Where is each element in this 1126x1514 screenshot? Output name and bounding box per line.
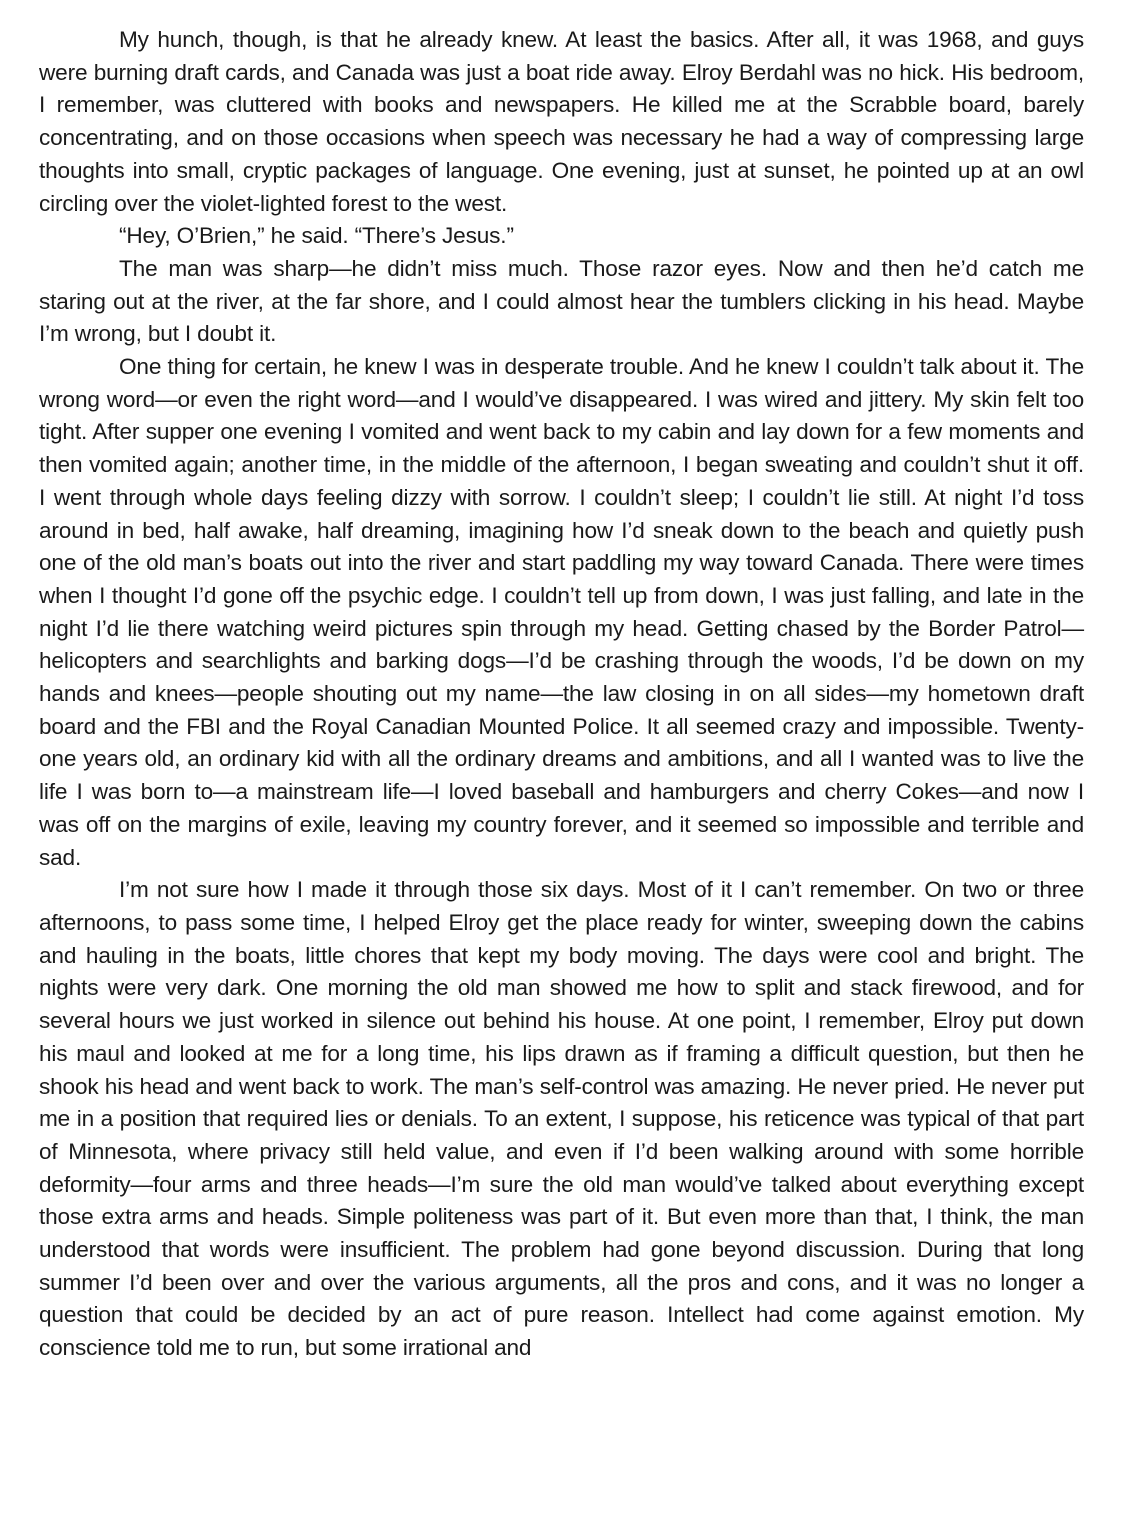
paragraph-4: One thing for certain, he knew I was in desperate trouble. And he knew I couldn’t talk about it. The wrong word—or even the right word—and I would’ve disappeared. I was wired and jittery. My skin felt too tight. After supper one evening I vomited and went back to my cabin and lay down for a few moments and then vomited again; another time, in the middle of the afternoon, I began sweating and couldn’t shut it off. I went through whole days feeling dizzy with sorrow. I couldn’t sleep; I couldn’t lie still. At night I’d toss around in bed, half awake, half dreaming, imagining how I’d sneak down to the beach and quietly push one of the old man’s boats out into the river and start paddling my way toward Canada. There were times when I thought I’d gone off the psychic edge. I couldn’t tell up from down, I was just falling, and late in the night I’d lie there watching weird pictures spin through my head. Getting chased by the Border Patrol—helicopters and searchlights and barking dogs—I’d be crashing through the woods, I’d be down on my hands and knees—people shouting out my name—the law closing in on all sides—my hometown draft board and the FBI and the Royal Canadian Mounted Police. It all seemed crazy and impossible. Twenty-one years old, an ordinary kid with all the ordinary dreams and ambitions, and all I wanted was to live the life I was born to—a mainstream life—I loved baseball and hamburgers and cherry Cokes—and now I was off on the margins of exile, leaving my country forever, and it seemed so impossible and terrible and sad. <box>39 354 1084 870</box>
document-page <box>39 24 1084 1365</box>
paragraph-2: “Hey, O’Brien,” he said. “There’s Jesus.” <box>119 223 514 249</box>
paragraph-5: I’m not sure how I made it through those six days. Most of it I can’t remember. On two or three afternoons, to pass some time, I helped Elroy get the place ready for winter, sweeping down the cabins and hauling in the boats, little chores that kept my body moving. The days were cool and bright. The nights were very dark. One morning the old man showed me how to split and stack firewood, and for several hours we just worked in silence out behind his house. At one point, I remember, Elroy put down his maul and looked at me for a long time, his lips drawn as if framing a difficult question, but then he shook his head and went back to work. The man’s self-control was amazing. He never pried. He never put me in a position that required lies or denials. To an extent, I suppose, his reticence was typical of that part of Minnesota, where privacy still held value, and even if I’d been walking around with some horrible deformity—four arms and three heads—I’m sure the old man would’ve talked about everything except those extra arms and heads. Simple politeness was part of it. But even more than that, I think, the man understood that words were insufficient. The problem had gone beyond discussion. During that long summer I’d been over and over the various arguments, all the pros and cons, and it was no longer a question that could be decided by an act of pure reason. Intellect had come against emotion. My conscience told me to run, but some irrational and <box>39 877 1084 1361</box>
paragraph-3: The man was sharp—he didn’t miss much. Those razor eyes. Now and then he’d catch me staring out at the river, at the far shore, and I could almost hear the tumblers clicking in his head. Maybe I’m wrong, but I doubt it. <box>39 255 1084 347</box>
paragraph-1: My hunch, though, is that he already knew. At least the basics. After all, it was 1968, and guys were burning draft cards, and Canada was just a boat ride away. Elroy Berdahl was no hick. His bedroom, I remember, was cluttered with books and newspapers. He killed me at the Scrabble board, barely concentrating, and on those occasions when speech was necessary he had a way of compressing large thoughts into small, cryptic packages of language. One evening, just at sunset, he pointed up at an owl circling over the violet-lighted forest to the west. <box>39 27 1084 216</box>
